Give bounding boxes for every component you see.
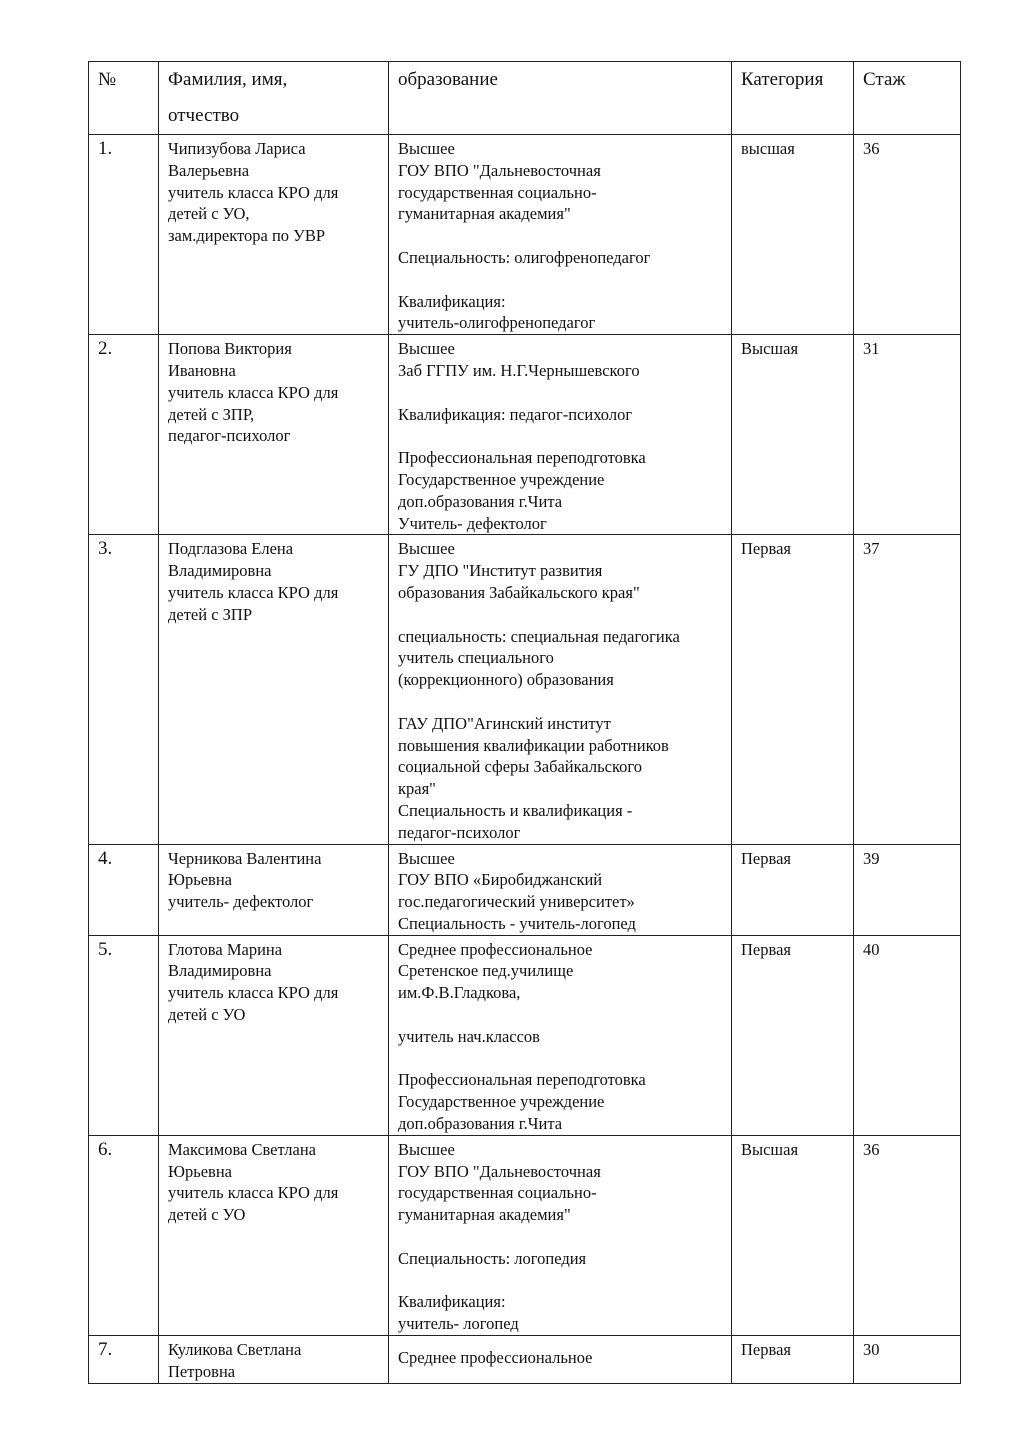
education-line: Специальность и квалификация - xyxy=(398,800,633,820)
cell-num: 5. xyxy=(89,935,159,1135)
education-line: ГУ ДПО "Институт развития xyxy=(398,561,603,581)
cell-name xyxy=(159,935,389,1135)
name-line: Попова Виктория xyxy=(168,339,292,359)
name-line: детей с ЗПР, xyxy=(168,404,255,424)
cell-experience: 37 xyxy=(854,535,961,844)
cell-name xyxy=(159,1336,389,1384)
cell-education xyxy=(389,935,732,1135)
education-line: Высшее xyxy=(398,539,455,559)
table-row xyxy=(89,1135,961,1335)
cell-experience: 36 xyxy=(854,1135,961,1335)
education-line: Профессиональная переподготовка xyxy=(398,448,646,468)
education-line: ГОУ ВПО "Дальневосточная xyxy=(398,160,601,180)
cell-category: Первая xyxy=(732,935,854,1135)
cell-category: высшая xyxy=(732,135,854,335)
name-line: Владимировна xyxy=(168,561,272,581)
education-line: ГОУ ВПО "Дальневосточная xyxy=(398,1161,601,1181)
education-line xyxy=(398,1339,725,1347)
education-line: (коррекционного) образования xyxy=(398,670,614,690)
education-line: Специальность: логопедия xyxy=(398,1248,587,1268)
education-line xyxy=(398,604,725,626)
cell-experience: 31 xyxy=(854,335,961,535)
cell-category: Высшая xyxy=(732,1135,854,1335)
cell-experience: 30 xyxy=(854,1336,961,1384)
table-row xyxy=(89,844,961,935)
name-line: педагог-психолог xyxy=(168,426,291,446)
name-line: учитель класса КРО для xyxy=(168,1183,339,1203)
header-row xyxy=(89,62,961,135)
education-line: учитель специального xyxy=(398,648,554,668)
education-line: специальность: специальная педагогика xyxy=(398,626,680,646)
name-line: Черникова Валентина xyxy=(168,848,322,868)
header-category: Категория xyxy=(732,62,854,135)
name-line: детей с УО xyxy=(168,1005,246,1025)
name-line: учитель класса КРО для xyxy=(168,182,339,202)
cell-education xyxy=(389,535,732,844)
education-line: государственная социально- xyxy=(398,1183,597,1203)
education-line: социальной сферы Забайкальского xyxy=(398,757,642,777)
document-page xyxy=(88,61,960,1384)
cell-experience: 36 xyxy=(854,135,961,335)
table-header xyxy=(89,62,961,135)
cell-category: Первая xyxy=(732,535,854,844)
education-line: повышения квалификации работников xyxy=(398,735,669,755)
education-line: гуманитарная академия" xyxy=(398,204,571,224)
education-line: Высшее xyxy=(398,848,455,868)
cell-num: 4. xyxy=(89,844,159,935)
education-line: Учитель- дефектолог xyxy=(398,513,547,533)
name-line: Глотова Марина xyxy=(168,939,283,959)
education-line: педагог-психолог xyxy=(398,822,521,842)
cell-experience: 40 xyxy=(854,935,961,1135)
name-line: Подглазова Елена xyxy=(168,539,294,559)
education-line: Специальность: олигофренопедагог xyxy=(398,247,651,267)
name-line: Валерьевна xyxy=(168,160,250,180)
education-line: Квалификация: xyxy=(398,291,506,311)
table-row xyxy=(89,335,961,535)
education-line: Государственное учреждение xyxy=(398,1092,605,1112)
cell-num: 1. xyxy=(89,135,159,335)
cell-num: 3. xyxy=(89,535,159,844)
name-line: Владимировна xyxy=(168,961,272,981)
education-line: учитель нач.классов xyxy=(398,1026,540,1046)
name-line: детей с УО, xyxy=(168,204,250,224)
education-line: Специальность - учитель-логопед xyxy=(398,913,636,933)
education-line: учитель- логопед xyxy=(398,1314,519,1334)
cell-category: Первая xyxy=(732,1336,854,1384)
name-line: Ивановна xyxy=(168,360,236,380)
header-name-line1: Фамилия, имя, xyxy=(168,69,288,90)
table-row xyxy=(89,935,961,1135)
education-line xyxy=(398,225,725,247)
cell-name xyxy=(159,335,389,535)
name-line: учитель класса КРО для xyxy=(168,582,339,602)
name-line: Юрьевна xyxy=(168,1161,233,1181)
education-line: доп.образования г.Чита xyxy=(398,491,563,511)
education-line xyxy=(398,1004,725,1026)
education-line xyxy=(398,1048,725,1070)
cell-num: 2. xyxy=(89,335,159,535)
name-line: зам.директора по УВР xyxy=(168,226,326,246)
education-line: Сретенское пед.училище xyxy=(398,961,574,981)
header-name-line2: отчество xyxy=(168,105,240,126)
education-line xyxy=(398,425,725,447)
name-line: Куликова Светлана xyxy=(168,1340,302,1360)
education-line: гос.педагогический университет» xyxy=(398,892,635,912)
cell-education xyxy=(389,135,732,335)
cell-num: 7. xyxy=(89,1336,159,1384)
table-row xyxy=(89,1336,961,1384)
education-line: Государственное учреждение xyxy=(398,469,605,489)
education-line: Квалификация: xyxy=(398,1292,506,1312)
education-line: учитель-олигофренопедагог xyxy=(398,313,596,333)
education-line xyxy=(398,382,725,404)
education-line xyxy=(398,691,725,713)
education-line: Высшее xyxy=(398,1139,455,1159)
education-line: гуманитарная академия" xyxy=(398,1205,571,1225)
header-num: № xyxy=(89,62,159,135)
education-line xyxy=(398,1270,725,1292)
education-line: Среднее профессиональное xyxy=(398,1348,593,1368)
cell-category: Высшая xyxy=(732,335,854,535)
cell-experience: 39 xyxy=(854,844,961,935)
cell-education xyxy=(389,335,732,535)
education-line: ГОУ ВПО «Биробиджанский xyxy=(398,870,603,890)
header-experience: Стаж xyxy=(854,62,961,135)
name-line: учитель класса КРО для xyxy=(168,382,339,402)
cell-num: 6. xyxy=(89,1135,159,1335)
header-name xyxy=(159,62,389,135)
cell-category: Первая xyxy=(732,844,854,935)
education-line: Квалификация: педагог-психолог xyxy=(398,404,633,424)
name-line: детей с ЗПР xyxy=(168,604,253,624)
name-line: Юрьевна xyxy=(168,870,233,890)
education-line: образования Забайкальского края" xyxy=(398,582,640,602)
cell-name xyxy=(159,535,389,844)
education-line: Высшее xyxy=(398,139,455,158)
education-line xyxy=(398,1226,725,1248)
education-line: Высшее xyxy=(398,339,455,359)
name-line: Чипизубова Лариса xyxy=(168,139,306,158)
cell-name xyxy=(159,844,389,935)
education-line: края" xyxy=(398,779,436,799)
cell-name xyxy=(159,135,389,335)
table-body xyxy=(89,135,961,1384)
education-line: Среднее профессиональное xyxy=(398,939,593,959)
name-line: детей с УО xyxy=(168,1205,246,1225)
staff-table xyxy=(88,61,961,1384)
name-line: Максимова Светлана xyxy=(168,1139,317,1159)
cell-name xyxy=(159,1135,389,1335)
header-education: образование xyxy=(389,62,732,135)
cell-education xyxy=(389,1336,732,1384)
name-line: учитель- дефектолог xyxy=(168,892,314,912)
name-line: Петровна xyxy=(168,1361,236,1381)
name-line: учитель класса КРО для xyxy=(168,983,339,1003)
education-line: Заб ГГПУ им. Н.Г.Чернышевского xyxy=(398,360,640,380)
table-row xyxy=(89,535,961,844)
cell-education xyxy=(389,844,732,935)
cell-education xyxy=(389,1135,732,1335)
education-line: государственная социально- xyxy=(398,182,597,202)
education-line: ГАУ ДПО"Агинский институт xyxy=(398,713,611,733)
table-row xyxy=(89,135,961,335)
education-line xyxy=(398,269,725,291)
education-line: Профессиональная переподготовка xyxy=(398,1070,646,1090)
education-line: им.Ф.В.Гладкова, xyxy=(398,983,521,1003)
education-line: доп.образования г.Чита xyxy=(398,1114,563,1134)
